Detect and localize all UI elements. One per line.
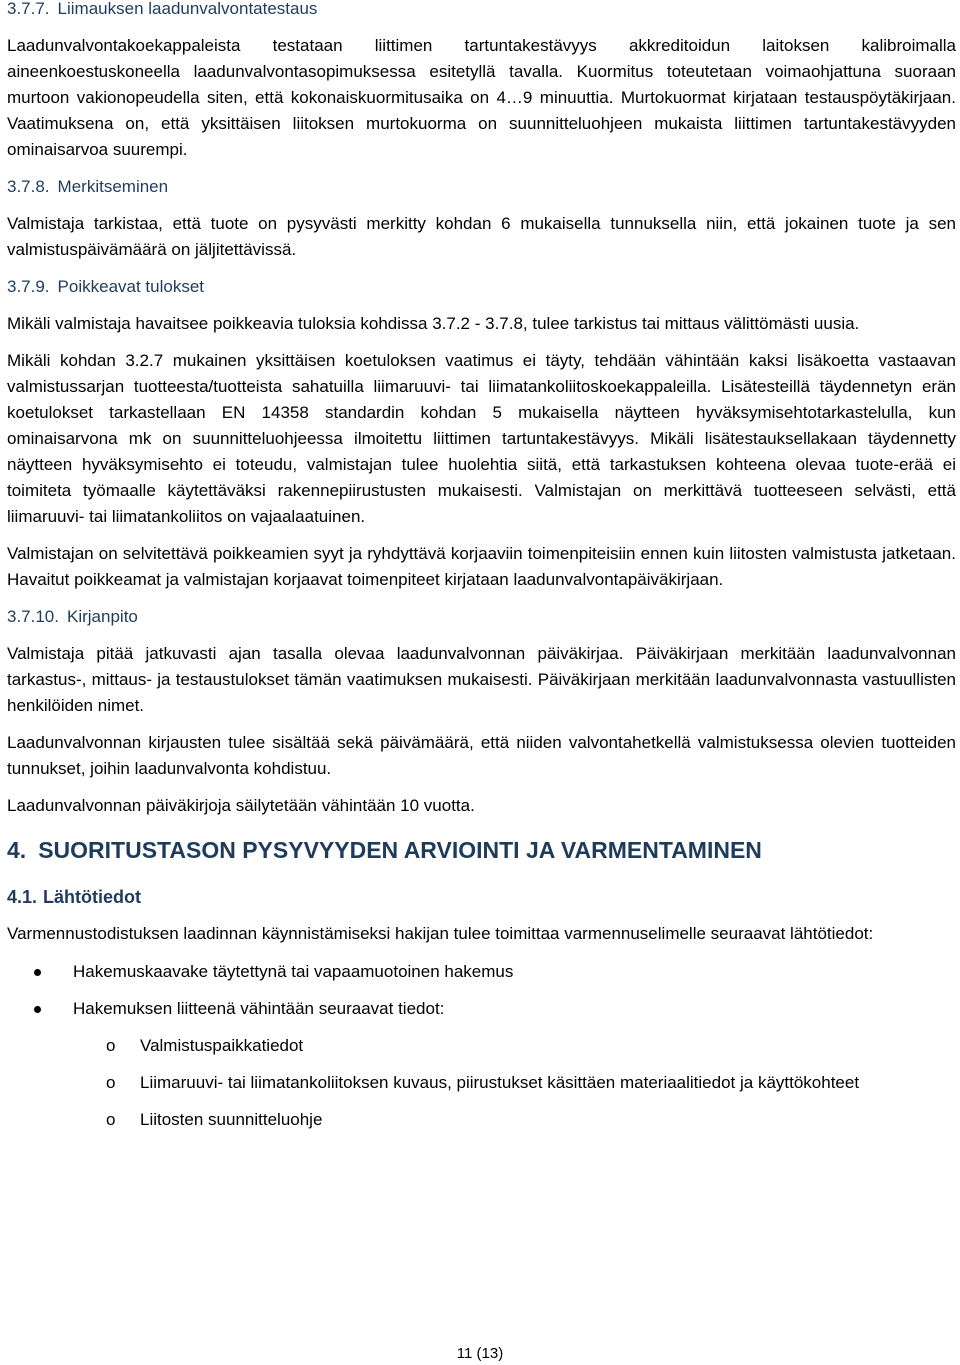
chapter-title: SUORITUSTASON PYSYVYYDEN ARVIOINTI JA VARMENTAMINEN	[38, 837, 762, 863]
heading-4-1	[7, 885, 956, 909]
heading-3-7-9	[7, 275, 956, 299]
section-number: 3.7.7.	[7, 0, 50, 18]
section-title: Lähtötiedot	[43, 887, 142, 907]
heading-3-7-10	[7, 605, 956, 629]
section-number: 3.7.8.	[7, 177, 50, 196]
chapter-heading-4	[7, 835, 956, 865]
circle-bullet-icon: o	[106, 1110, 116, 1129]
page-number: 11 (13)	[456, 1345, 504, 1362]
bullet-icon	[34, 1006, 41, 1013]
section-number: 3.7.9.	[7, 277, 50, 296]
sub-list	[7, 1033, 956, 1133]
bullet-icon	[34, 969, 41, 976]
paragraph: Mikäli valmistaja havaitsee poikkeavia tuloksia kohdissa 3.7.2 - 3.7.8, tulee tarkistus tai mittaus välittömästi uusia.	[7, 314, 860, 333]
section-title: Poikkeavat tulokset	[57, 277, 205, 296]
paragraph: Valmistaja pitää jatkuvasti ajan tasalla olevaa laadunvalvonnan päiväkirjaa. Päiväkirjaan merkitään laadunvalvonnan tarkastus-, mittaus- ja testaustulokset tämän vaatimuksen mukaisesti. Päiväkirjaan merkitään laadunvalvonnasta vastuullisten henkilöiden nimet.	[7, 644, 956, 715]
paragraph: Valmistaja tarkistaa, että tuote on pysyvästi merkitty kohdan 6 mukaisella tunnuksella niin, että jokainen tuote ja sen valmistuspäivämäärä on jäljitettävissä.	[7, 214, 956, 259]
section-number: 3.7.10.	[7, 607, 59, 626]
paragraph: Laadunvalvonnan päiväkirjoja säilytetään vähintään 10 vuotta.	[7, 796, 475, 815]
bullet-list	[7, 959, 956, 1022]
circle-bullet-icon: o	[106, 1073, 116, 1092]
paragraph: Valmistajan on selvitettävä poikkeamien syyt ja ryhdyttävä korjaaviin toimenpiteisiin ennen kuin liitosten valmistusta jatketaan. Havaitut poikkeamat ja valmistajan korjaavat toimenpiteet kirjataan laadunvalvontapäiväkirjaan.	[7, 544, 956, 589]
list-item: o Valmistuspaikkatiedot	[7, 1033, 956, 1059]
section-title: Liimauksen laadunvalvontatestaus	[57, 0, 318, 18]
list-item: Hakemuksen liitteenä vähintään seuraavat tiedot:	[7, 996, 956, 1022]
list-item: o Liitosten suunnitteluohje	[7, 1107, 956, 1133]
document-page	[7, 0, 956, 1133]
list-item: Hakemuskaavake täytettynä tai vapaamuotoinen hakemus	[7, 959, 956, 985]
circle-bullet-icon: o	[106, 1036, 116, 1055]
section-title: Merkitseminen	[57, 177, 169, 196]
heading-3-7-8	[7, 175, 956, 199]
heading-3-7-7	[7, 0, 956, 21]
section-number: 4.1.	[7, 887, 38, 907]
list-item: o Liimaruuvi- tai liimatankoliitoksen kuvaus, piirustukset käsittäen materiaalitiedot ja käyttökohteet	[7, 1070, 956, 1096]
paragraph: Laadunvalvonnan kirjausten tulee sisältää sekä päivämäärä, että niiden valvontahetkellä valmistuksessa olevien tuotteiden tunnukset, joihin laadunvalvonta kohdistuu.	[7, 733, 956, 778]
paragraph: Mikäli kohdan 3.2.7 mukainen yksittäisen koetuloksen vaatimus ei täyty, tehdään vähintään kaksi lisäkoetta vastaavan valmistussarjan tuotteesta/tuotteista sahatuilla liimaruuvi- tai liimatankoliitoskoekappaleilla. Lisätesteillä täydennetyn erän koetulokset tarkastellaan EN 14358 standardin kohdan 5 mukaisella näytteen hyväksymisehtotarkastelulla, kun ominaisarvona mk on suunnitteluohjeessa ilmoitettu liittimen tartuntakestävyys. Mikäli lisätestauksellakaan täydennetty näytteen hyväksymisehto ei toteudu, valmistajan tulee huolehtia siitä, että tarkastuksen kohteena olevaa tuote-erää ei toimiteta työmaalle käytettäväksi rakennepiirustusten mukaisesti. Valmistajan on merkittävä tuotteeseen selvästi, että liimaruuvi- tai liimatankoliitos on vajaalaatuinen.	[7, 351, 956, 526]
chapter-number: 4.	[7, 837, 27, 863]
section-title: Kirjanpito	[67, 607, 138, 626]
paragraph: Varmennustodistuksen laadinnan käynnistämiseksi hakijan tulee toimittaa varmennuselimelle seuraavat lähtötiedot:	[7, 924, 874, 943]
paragraph: Laadunvalvontakoekappaleista testataan liittimen tartuntakestävyys akkreditoidun laitoksen kalibroimalla aineenkoestuskoneella laadunvalvontasopimuksessa esitetyllä tavalla. Kuormitus toteutetaan voimaohjattuna suoraan murtoon vakionopeudella siten, että kokonaiskuormitusaika on 4…9 minuuttia. Murtokuormat kirjataan testauspöytäkirjaan. Vaatimuksena on, että yksittäisen liitoksen murtokuorma on suunnitteluohjeen mukaista liittimen tartuntakestävyyden ominaisarvoa suurempi.	[7, 36, 956, 159]
